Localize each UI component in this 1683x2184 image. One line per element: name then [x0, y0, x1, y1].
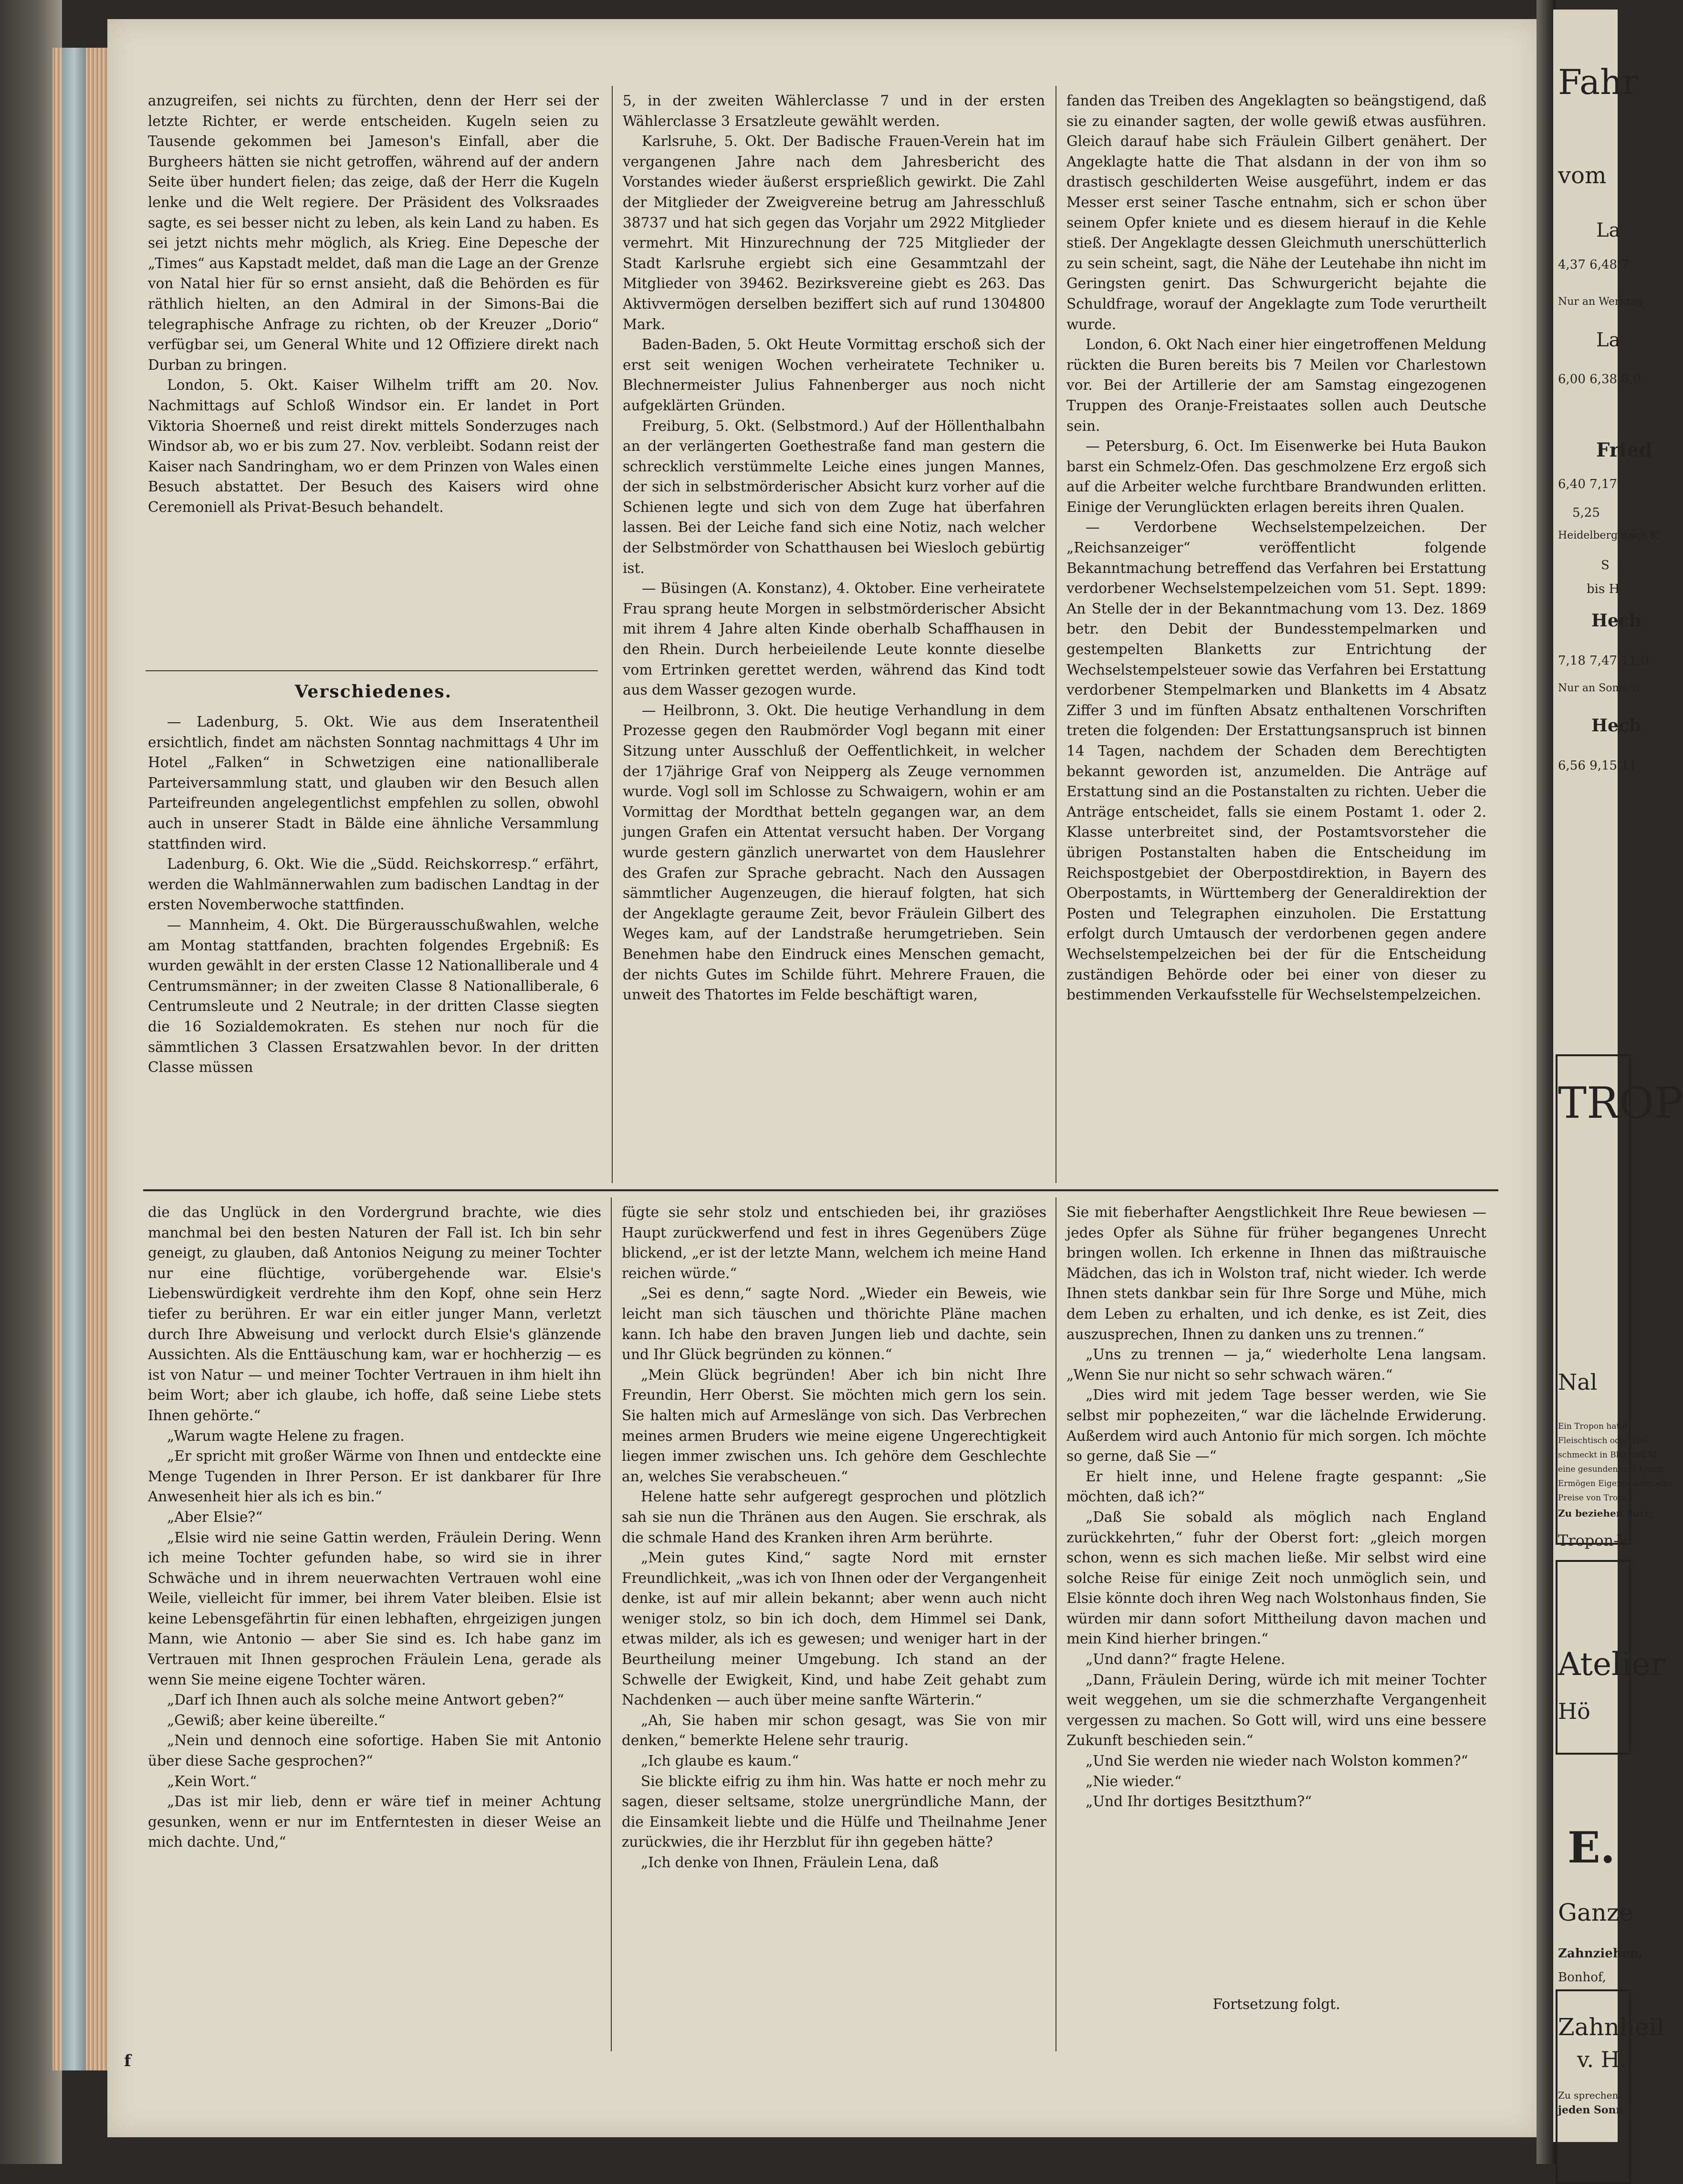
paragraph: Helene hatte sehr aufgeregt gesprochen und plötzlich sah sie nun die Thränen aus den Augen. Sie erschrak, als die schmale Hand des Kranken ihren Arm berührte.	[622, 1488, 1046, 1546]
paragraph: „Aber Elsie?“	[167, 1508, 263, 1525]
next-page-line: Heidelberg nach K	[1558, 530, 1658, 541]
next-page-line: Fried	[1596, 439, 1652, 461]
paragraph: 5, in der zweiten Wählerclasse 7 und in der ersten Wählerclasse 3 Ersatzleute gewählt werden.	[623, 93, 1045, 129]
paragraph: „Nie wieder.“	[1086, 1773, 1182, 1789]
next-page-line: vom	[1558, 162, 1607, 189]
paragraph: „Ich denke von Ihnen, Fräulein Lena, daß	[641, 1854, 939, 1871]
next-page-line: Bonhof,	[1558, 1970, 1606, 1985]
next-page-line: Nur an Sonn- u	[1558, 682, 1640, 694]
next-page-line: Ermögen Eigengeschmacks	[1558, 1479, 1672, 1488]
fortsetzung-note: Fortsetzung folgt.	[1213, 1996, 1340, 2012]
paragraph: „Mein gutes Kind,“ sagte Nord mit ernster Freundlichkeit, „was ich von Ihnen oder der Vergangenheit denke, ist auf mir allein bekannt; aber wenn auch nicht weniger stolz, so bin ich doch, dem Himmel sei Dank, etwas milder, als ich es gewesen; und weniger hart in der Beurtheilung meiner Umgebung. Ich stand an der Schwelle der Ewigkeit, Kind, und habe Zeit gehabt zum Nachdenken — auch über meine sanfte Wärterin.“	[622, 1550, 1046, 1708]
next-page-line: 7,18 7,47 11,0	[1558, 654, 1649, 668]
paragraph: „Und dann?“ fragte Helene.	[1086, 1651, 1286, 1668]
section-heading-verschiedenes: Verschiedenes.	[294, 682, 452, 702]
paragraph: London, 5. Okt. Kaiser Wilhelm trifft am 20. Nov. Nachmittags auf Schloß Windsor ein. Er landet in Port Viktoria Shoerneß und reist direkt mittels Sonderzuges nach Windsor ab, wo er bis zum 27. Nov. verbleibt. Sodann reist der Kaiser nach Sandringham, wo er dem Prinzen von Wales einen Besuch abstattet. Der Besuch des Kaisers wird ohne Ceremoniell als Privat-Besuch behandelt.	[148, 377, 599, 515]
paragraph: Freiburg, 5. Okt. (Selbstmord.) Auf der Höllenthalbahn an der verlängerten Goethestraße fand man gestern die schrecklich verstümmelte Leiche eines jungen Mannes, der sich in selbstmörderischer Absicht kurz vorher auf die Schienen legte und sich von dem Zuge hat überfahren lassen. Bei der Leiche fand sich eine Notiz, nach welcher der Selbstmörder von Schatthausen bei Wiesloch gebürtig ist.	[623, 417, 1045, 576]
next-page-line: Nur an Werktag	[1558, 296, 1643, 308]
next-page-line: TROP	[1558, 1078, 1683, 1128]
next-page-line: Hö	[1558, 1698, 1590, 1724]
paragraph: „Er spricht mit großer Wärme von Ihnen und entdeckte eine Menge Tugenden in Ihrer Person. Er ist dankbarer für Ihre Anwesenheit hier als ich es bin.“	[148, 1448, 601, 1505]
paragraph: Er hielt inne, und Helene fragte gespannt: „Sie möchten, daß ich?“	[1066, 1468, 1486, 1505]
adjacent-page-fragment	[1553, 10, 1683, 2142]
next-page-line: Atelier	[1558, 1646, 1665, 1683]
paragraph: — Heilbronn, 3. Okt. Die heutige Verhandlung in dem Prozesse gegen den Raubmörder Vogl begann mit einer Sitzung unter Ausschluß der Oeffentlichkeit, in welcher der 17jährige Graf von Neipperg als Zeuge vernommen wurde. Vogl soll im Schlosse zu Schwaigern, wohin er am Vormittag der Mordthat betteln gegangen war, an dem jungen Grafen ein Attentat versucht haben. Der Vorgang wurde gestern gänzlich unerwartet von dem Hauslehrer des Grafen zur Sprache gebracht. Nach den Aussagen sämmtlicher Augenzeugen, die hierauf folgten, hat sich der Angeklagte geraume Zeit, bevor Fräulein Gilbert des Weges kam, auf der Landstraße herumgetrieben. Sein Benehmen habe den Eindruck eines Menschen gemacht, der nichts Gutes im Schilde führt. Mehrere Frauen, die unweit des Thatortes im Felde beschäftigt waren,	[623, 702, 1045, 1003]
next-page-line: v. H.	[1577, 2047, 1627, 2072]
paragraph: „Das ist mir lieb, denn er wäre tief in meiner Achtung gesunken, wenn er nur im Entferntesten in dieser Weise an mich dachte. Und,“	[148, 1793, 601, 1851]
next-page-line: E.	[1568, 1822, 1615, 1873]
paragraph: „Darf ich Ihnen auch als solche meine Antwort geben?“	[167, 1692, 564, 1708]
paragraph: „Elsie wird nie seine Gattin werden, Fräulein Dering. Wenn ich meine Tochter gefunden habe, so wird sie in ihrer Schwäche und in ihrem neuerwachten Vertrauen wohl eine Weile, vielleicht für immer, bei ihrem Vater bleiben. Elsie ist keine Lebensgefährtin für einen lebhaften, ehrgeizigen jungen Mann, wie Antonio — aber Sie sind es. Ich habe ganz im Vertrauen mit Ihnen gesprochen Fräulein Lena, gerade als wenn Sie meine eigene Tochter wären.	[148, 1529, 601, 1688]
next-page-line: Fahr	[1558, 62, 1639, 102]
paragraph: „Sei es denn,“ sagte Nord. „Wieder ein Beweis, wie leicht man sich täuschen und thörichte Pläne machen kann. Ich habe den braven Jungen lieb und dachte, sein und Ihr Glück begründen zu können.“	[622, 1285, 1046, 1363]
column-rule-3	[611, 1197, 612, 2051]
paragraph: „Ich glaube es kaum.“	[641, 1753, 799, 1769]
next-page-line: Hech	[1591, 716, 1642, 736]
paragraph: „Daß Sie sobald als möglich nach England zurückkehrten,“ fuhr der Oberst fort: „gleich morgen schon, wenn es sich machen ließe. Mir selbst wird eine solche Reise für einige Zeit noch unmöglich sein, und Elsie könnte doch ihren Weg nach Wolstonhaus finden, Sie würden mir dann sofort Mittheilung davon machen und mein Kind hierher bringen.“	[1066, 1508, 1486, 1647]
paragraph: „Mein Glück begründen! Aber ich bin nicht Ihre Freundin, Herr Oberst. Sie möchten mich gern los sein. Sie halten mich auf Armeslänge von sich. Das Verbrechen meines armen Bruders wie meine eigene Ungerechtigkeit liegen immer zwischen uns. Ich gehöre dem Geschlechte an, welches Sie verabscheuen.“	[622, 1366, 1046, 1485]
news-column-1-continued	[148, 712, 599, 1184]
gutter-shadow	[1537, 0, 1556, 2164]
paragraph: Baden-Baden, 5. Okt Heute Vormittag erschoß sich der erst seit wenigen Wochen verheiratete Techniker u. Blechnermeister Julius Fahnenberger aus noch nicht aufgeklärten Gründen.	[623, 336, 1045, 414]
paragraph: „Uns zu trennen — ja,“ wiederholte Lena langsam. „Wenn Sie nur nicht so sehr schwach wären.“	[1066, 1346, 1486, 1383]
news-column-3	[1066, 91, 1486, 1183]
section-rule	[146, 670, 598, 671]
feuilleton-column-3	[1066, 1202, 1486, 1989]
next-page-line: 6,00 6,38 8,0	[1558, 372, 1641, 386]
paragraph: — Verdorbene Wechselstempelzeichen. Der „Reichsanzeiger“ veröffentlicht folgende Bekanntmachung betreffend das Verfahren bei Erstattung verdorbener Wechselstempelzeichen vom 51. Sept. 1899: An Stelle der in der Bekanntmachung vom 13. Dez. 1869 betr. den Debit der Bundesstempelmarken und gestempelten Blanketts zur Entrichtung der Wechselstempelsteuer sowie das Verfahren bei Erstattung verdorbener Stempelmarken und Blanketts im 4 Absatz Ziffer 3 und im fünften Absatz enthaltenen Vorschriften treten die folgenden: Der Erstattungsanspruch ist binnen 14 Tagen, nachdem der Schaden dem Berechtigten bekannt geworden ist, anzumelden. Die Anträge auf Erstattung sind an die Postanstalten zu richten. Ueber die Anträge entscheidet, falls sie einem Postamt 1. oder 2. Klasse unterbreitet sind, der Postamtsvorsteher die übrigen Postanstalten haben die Entscheidung im Reichspostgebiet der Oberpostdirektion, in Bayern des Oberpostamts, in Württemberg der Generaldirektion der Posten und Telegraphen einzuholen. Die Erstattung erfolgt durch Umtausch der verdorbenen gegen andere Wechselstempelzeichen bei der für die Entscheidung zuständigen Behörde oder bei einer von dieser zu bestimmenden Verkaufsstelle für Wechselstempelzeichen.	[1066, 519, 1486, 1003]
next-page-line: jeden Sonn	[1558, 2104, 1624, 2116]
column-rule-1	[612, 86, 613, 1183]
news-column-1	[148, 91, 599, 663]
next-page-line: La	[1596, 329, 1620, 351]
next-page-line: Nal	[1558, 1369, 1598, 1395]
feuilleton-column-1	[148, 1202, 601, 2051]
next-page-line: Zu beziehen durc	[1558, 1508, 1651, 1519]
paragraph: „Dies wird mit jedem Tage besser werden, wie Sie selbst mir pophezeiten,“ war die lächelnde Erwiderung. Außerdem wird auch Antonio für mich sorgen. Ich möchte so gerne, daß Sie —“	[1066, 1387, 1486, 1465]
paragraph: „Und Sie werden nie wieder nach Wolston kommen?“	[1086, 1753, 1468, 1769]
paragraph: „Warum wagte Helene zu fragen.	[167, 1427, 405, 1444]
paragraph: Sie blickte eifrig zu ihm hin. Was hatte er noch mehr zu sagen, dieser seltsame, stolze unergründliche Mann, der die Einsamkeit liebte und die Hülfe und Theilnahme Jener zurückwies, die ihr Herzblut für ihn gegeben hätte?	[622, 1773, 1046, 1851]
paragraph: „Und Ihr dortiges Besitzthum?“	[1086, 1793, 1312, 1810]
paragraph: anzugreifen, sei nichts zu fürchten, denn der Herr sei der letzte Richter, er werde entscheiden. Kugeln seien zu Tausende gekommen bei Jameson's Einfall, aber die Burgheers hätten sie nicht getroffen, während auf der andern Seite über hundert fielen; das zeige, daß der Herr die Kugeln lenke und die Welt regiere. Der Präsident des Volksraades sagte, es sei besser nicht zu leben, als kein Land zu haben. Es sei jetzt nichts mehr möglich, als Krieg. Eine Depesche der „Times“ aus Kapstadt meldet, daß man die Lage an der Grenze von Natal hier für so ernst ansieht, daß die Behörden es für räthlich hielten, an den Admiral in der Simons-Bai die telegraphische Anfrage zu richten, ob der Kreuzer „Dorio“ verfügbar sei, um General White und 12 Offiziere direkt nach Durban zu bringen.	[148, 93, 599, 373]
paragraph: „Kein Wort.“	[167, 1773, 257, 1789]
paragraph: — Büsingen (A. Konstanz), 4. Oktober. Eine verheiratete Frau sprang heute Morgen in selbstmörderischer Absicht mit ihrem 4 Jahre alten Kinde oberhalb Schaffhausen in den Rhein. Durch herbeieilende Leute konnte dieselbe vom Ertrinken gerettet werden, während das Kind todt aus dem Wasser gezogen wurde.	[623, 580, 1045, 698]
next-page-line: Zahnziehen,	[1558, 1946, 1643, 1961]
next-page-line: 4,37 6,48 7	[1558, 258, 1629, 272]
next-page-line: 6,40 7,17	[1558, 477, 1618, 491]
paragraph: „Gewiß; aber keine übereilte.“	[167, 1712, 386, 1728]
next-page-line: S	[1601, 558, 1610, 572]
next-page-line: La	[1596, 219, 1620, 241]
binding-strip	[62, 48, 86, 2070]
paragraph: — Ladenburg, 5. Okt. Wie aus dem Inseratentheil ersichtlich, findet am nächsten Sonntag nachmittags 4 Uhr im Hotel „Falken“ in Schwetzigen eine nationalliberale Parteiversammlung statt, und glauben wir den Besuch allen Parteifreunden angelegentlichst empfehlen zu sollen, obwohl auch in unserer Stadt in Bälde eine ähnliche Versammlung stattfinden wird.	[148, 714, 599, 852]
next-page-line: Ganze	[1558, 1899, 1633, 1926]
paragraph: „Ah, Sie haben mir schon gesagt, was Sie von mir denken,“ bemerkte Helene sehr traurig.	[622, 1712, 1046, 1749]
next-page-line: eine gesunden und Krank	[1558, 1465, 1664, 1474]
paragraph: „Nein und dennoch eine sofortige. Haben Sie mit Antonio über diese Sache gesprochen?“	[148, 1732, 601, 1769]
paragraph: Karlsruhe, 5. Okt. Der Badische Frauen-Verein hat im vergangenen Jahre nach dem Jahresbericht des Vorstandes wieder äußerst ersprießlich gewirkt. Die Zahl der Mitglieder der Zweigvereine betrug am Jahresschluß 38737 und hat sich gegen das Vorjahr um 2922 Mitglieder vermehrt. Mit Hinzurechnung der 725 Mitglieder der Stadt Karlsruhe ergiebt sich eine Gesammtzahl der Mitglieder von 39462. Bezirksvereine giebt es 263. Das Aktivvermögen derselben beziffert sich auf rund 1304800 Mark.	[623, 133, 1045, 333]
paragraph: Ladenburg, 6. Okt. Wie die „Südd. Reichskorresp.“ erfährt, werden die Wahlmännerwahlen zum badischen Landtag in der ersten Novemberwoche stattfinden.	[148, 856, 599, 913]
next-page-line: Preise von Tropon	[1558, 1493, 1633, 1503]
paragraph: Sie mit fieberhafter Aengstlichkeit Ihre Reue bewiesen — jedes Opfer als Sühne für früher begangenes Unrecht bringen wollen. Ich erkenne in Ihnen das mißtrauische Mädchen, das ich in Wolston traf, nicht wieder. Ich werde Ihnen stets dankbar sein für Ihre Sorge und Mühe, mich dem Leben zu erhalten, und ich denke, es ist Zeit, dies auszusprechen, Ihnen zu danken uns zu trennen.“	[1066, 1204, 1486, 1342]
feuilleton-column-2	[622, 1202, 1046, 2051]
next-page-line: Zu sprechen	[1558, 2090, 1619, 2101]
news-column-2	[623, 91, 1045, 1183]
paragraph: die das Unglück in den Vordergrund brachte, wie dies manchmal bei den besten Naturen der Fall ist. Ich bin sehr geneigt, zu glauben, daß Antonios Neigung zu meiner Tochter nur eine flüchtige, vorübergehende war. Elsie's Liebenswürdigkeit verdrehte ihm den Kopf, ohne sein Herz tiefer zu berühren. Er war ein eitler junger Mann, verletzt durch Ihre Abweisung und verlockt durch Elsie's glänzende Aussichten. Als die Enttäuschung kam, war er hochherzig — es ist von Natur — und meiner Tochter Vertrauen in ihm hielt ihn beim Wort; aber ich glaube, ich hoffe, daß seine Liebe stets Ihnen gehörte.“	[148, 1204, 601, 1424]
next-page-line: 6,56 9,15 11	[1558, 759, 1637, 773]
next-page-line: Tropon-V	[1558, 1531, 1629, 1550]
next-page-line: Ein Tropon hat d	[1558, 1422, 1628, 1431]
paragraph: „Dann, Fräulein Dering, würde ich mit meiner Tochter weit weggehen, um sie die schmerzhafte Vergangenheit vergessen zu machen. So Gott will, wird uns eine bessere Zukunft beschieden sein.“	[1066, 1671, 1486, 1749]
next-page-line: schmeckt in Blut und M	[1558, 1450, 1656, 1460]
paragraph: — Petersburg, 6. Oct. Im Eisenwerke bei Huta Baukon barst ein Schmelz-Ofen. Das geschmolzene Erz ergoß sich auf die Arbeiter welche furchtbare Brandwunden erlitten. Einige der Verunglückten erlagen bereits ihren Qualen.	[1066, 438, 1486, 515]
feuilleton-divider	[143, 1189, 1498, 1191]
next-page-line: Hech	[1591, 611, 1642, 631]
signature-mark: f	[124, 2051, 131, 2070]
paragraph: fanden das Treiben des Angeklagten so beängstigend, daß sie zu einander sagten, der wolle gewiß etwas ausführen. Gleich darauf habe sich Fräulein Gilbert genähert. Der Angeklagte hatte die That alsdann in der von ihm so drastisch geschilderten Weise ausgeführt, indem er das Messer erst seiner Tasche entnahm, sich er schon über seinem Opfer kniete und es diesem hierauf in die Kehle stieß. Der Angeklagte dessen Gleichmuth unerschütterlich zu sein scheint, sagt, die Nähe der Leutehabe ihn nicht im Geringsten genirt. Das Schwurgericht bejahte die Schuldfrage, worauf der Angeklagte zum Tode verurtheilt wurde.	[1066, 93, 1487, 333]
next-page-line: 5,25	[1572, 506, 1600, 520]
next-page-line: Zahnheil	[1558, 2013, 1664, 2041]
paragraph: — Mannheim, 4. Okt. Die Bürgerausschußwahlen, welche am Montag stattfanden, brachten folgendes Ergebniß: Es wurden gewählt in der ersten Classe 12 Nationalliberale und 4 Centrumsmänner; in der zweiten Classe 8 Nationalliberale, 6 Centrumsleute und 2 Neutrale; in der dritten Classe siegten die 16 Sozialdemokraten. Es stehen nur noch für die sämmtlichen 3 Classen Ersatzwahlen bevor. In der dritten Classe müssen	[148, 916, 599, 1076]
paragraph: fügte sie sehr stolz und entschieden bei, ihr graziöses Haupt zurückwerfend und fest in ihres Gegenübers Züge blickend, „er ist der letzte Mann, welchem ich meine Hand reichen würde.“	[622, 1204, 1046, 1281]
next-page-line: Fleischtisch oder 180	[1558, 1436, 1647, 1446]
next-page-line: bis H	[1587, 582, 1620, 596]
paragraph: London, 6. Okt Nach einer hier eingetroffenen Meldung rückten die Buren bereits bis 7 Meilen vor Charlestown vor. Bei der Artillerie der am Samstag eingezogenen Truppen des Oranje-Freistaates sollen auch Deutsche sein.	[1066, 336, 1486, 434]
